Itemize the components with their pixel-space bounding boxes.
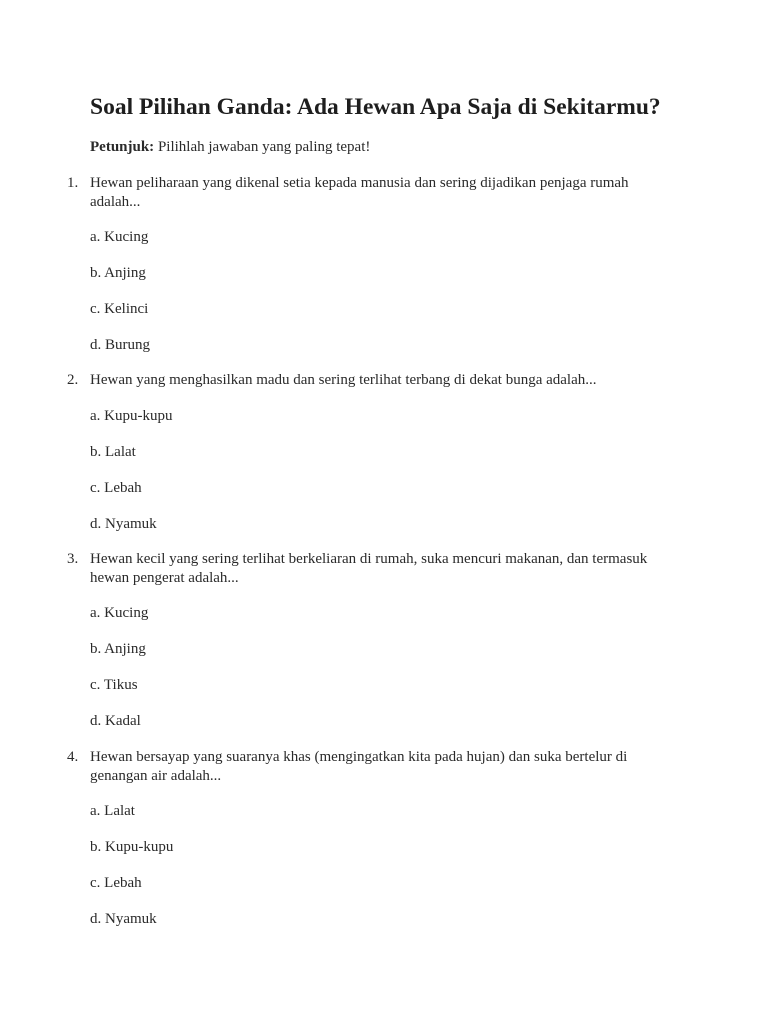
page-title: Soal Pilihan Ganda: Ada Hewan Apa Saja di Sekitarmu? [90,94,661,120]
option-a: a. Kucing [90,605,149,621]
option-d: d. Nyamuk [90,516,157,532]
question-text: Hewan yang menghasilkan madu dan sering terlihat terbang di dekat bunga adalah... [90,372,597,388]
option-b: b. Anjing [90,641,146,657]
instruction-text: Pilihlah jawaban yang paling tepat! [154,139,371,155]
option-d: d. Kadal [90,713,141,729]
option-c: c. Tikus [90,677,138,693]
option-b: b. Lalat [90,444,136,460]
option-d: d. Nyamuk [90,911,157,927]
question-number: 2. [67,372,79,388]
question-number: 3. [67,551,79,567]
question-number: 4. [67,749,79,765]
question-text: Hewan peliharaan yang dikenal setia kepada manusia dan sering dijadikan penjaga rumah adalah... [90,175,629,210]
option-c: c. Lebah [90,875,142,891]
option-d: d. Burung [90,337,150,353]
instruction-label: Petunjuk: [90,139,155,155]
option-c: c. Kelinci [90,301,149,317]
option-c: c. Lebah [90,480,142,496]
question-number: 1. [67,175,79,191]
question-text: Hewan kecil yang sering terlihat berkeliaran di rumah, suka mencuri makanan, dan termasuk hewan pengerat adalah... [90,551,648,586]
question-text: Hewan bersayap yang suaranya khas (mengingatkan kita pada hujan) dan suka bertelur di genangan air adalah... [90,749,628,784]
option-a: a. Kupu-kupu [90,408,173,424]
option-a: a. Lalat [90,803,135,819]
option-a: a. Kucing [90,229,149,245]
instruction [90,137,370,157]
option-b: b. Kupu-kupu [90,839,174,855]
option-b: b. Anjing [90,265,146,281]
